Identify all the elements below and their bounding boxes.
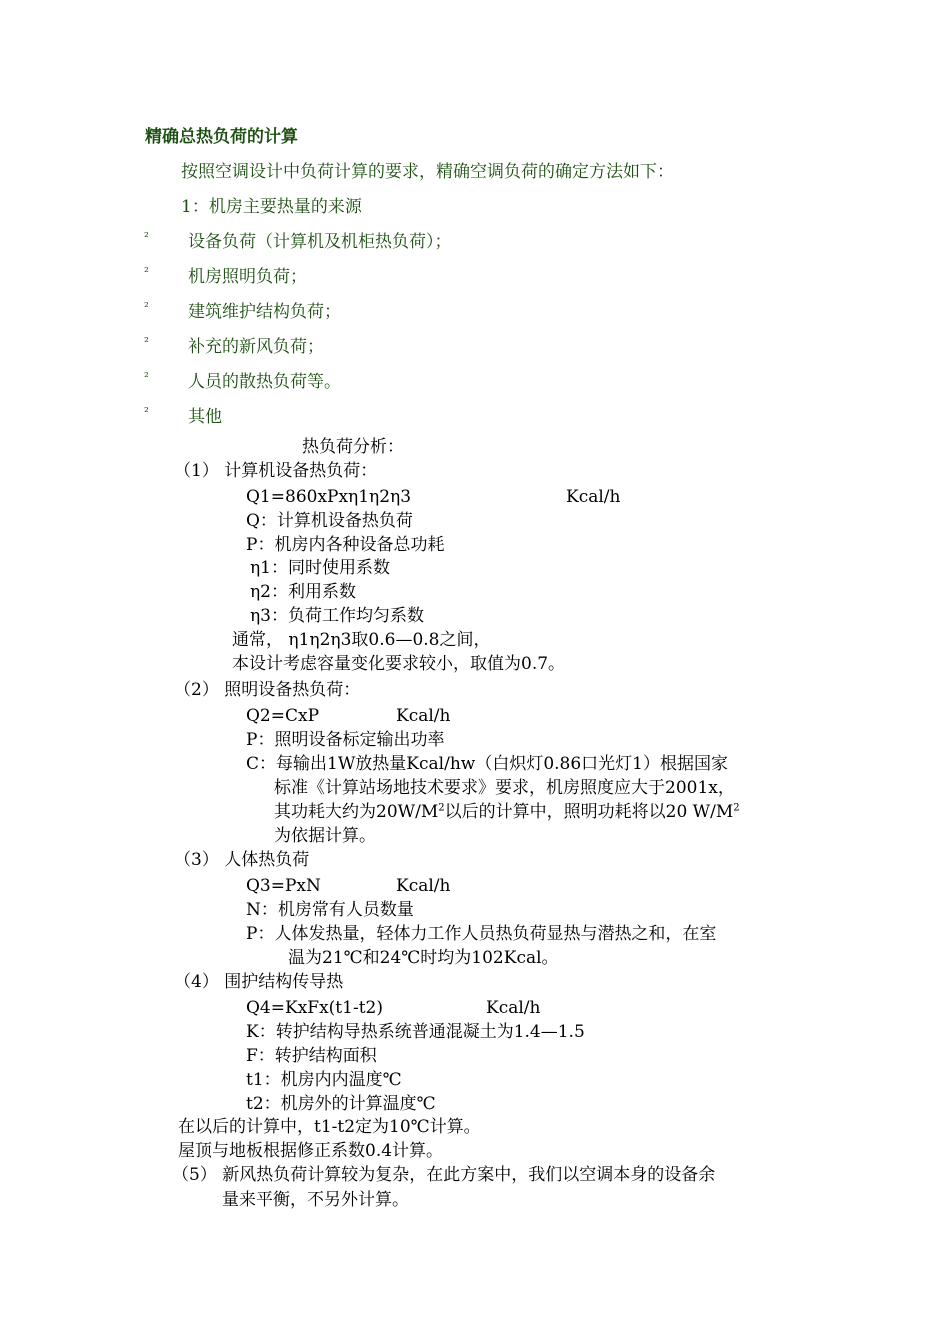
intro-paragraph: 按照空调设计中负荷计算的要求，精确空调负荷的确定方法如下： xyxy=(181,162,674,182)
item1-design-value: 本设计考虑容量变化要求较小，取值为0.7。 xyxy=(232,654,566,674)
item1-eta3-def: η3：负荷工作均匀系数 xyxy=(250,606,425,626)
bullet-marker: ² xyxy=(144,335,149,349)
item1-q-def: Q：计算机设备热负荷 xyxy=(246,511,413,531)
item3-p-def-line2: 温为21℃和24℃时均为102Kcal。 xyxy=(288,948,559,968)
item3-formula: Q3=PxN xyxy=(246,876,321,896)
item2-heading: （2） 照明设备热负荷： xyxy=(174,680,361,700)
item4-t1-def: t1：机房内内温度℃ xyxy=(246,1070,402,1090)
bullet-marker: ² xyxy=(144,230,149,244)
item5-line2: 量来平衡，不另外计算。 xyxy=(222,1190,409,1210)
item3-heading: （3） 人体热负荷 xyxy=(174,850,310,870)
item4-t2-def: t2：机房外的计算温度℃ xyxy=(246,1094,436,1114)
item1-usual-range: 通常， η1η2η3取0.6—0.8之间， xyxy=(232,630,491,650)
list-item: 建筑维护结构负荷； xyxy=(188,302,341,322)
item4-k-def: K：转护结构导热系统普通混凝土为1.4—1.5 xyxy=(246,1022,585,1042)
analysis-heading: 热负荷分析： xyxy=(302,437,404,457)
note-temperature-diff: 在以后的计算中，t1-t2定为10℃计算。 xyxy=(178,1117,481,1137)
item4-heading: （4） 围护结构传导热 xyxy=(174,972,344,992)
list-item: 人员的散热负荷等。 xyxy=(188,372,341,392)
item1-heading: （1） 计算机设备热负荷： xyxy=(174,461,378,481)
item2-p-def: P：照明设备标定输出功率 xyxy=(246,730,445,750)
list-item: 补充的新风负荷； xyxy=(188,337,324,357)
item1-unit: Kcal/h xyxy=(566,487,621,507)
item4-f-def: F：转护结构面积 xyxy=(246,1046,377,1066)
bullet-marker: ² xyxy=(144,370,149,384)
list-item: 其他 xyxy=(188,407,222,427)
item2-c-def-line3 xyxy=(274,801,740,823)
item1-p-def: P：机房内各种设备总功耗 xyxy=(246,535,445,555)
item3-p-def-line1: P：人体发热量，轻体力工作人员热负荷显热与潜热之和，在室 xyxy=(246,924,717,944)
item4-formula: Q4=KxFx(t1-t2) xyxy=(246,998,383,1018)
item2-c-def-line1: C：每输出1W放热量Kcal/hw（白炽灯0.86口光灯1）根据国家 xyxy=(246,754,728,774)
item1-eta2-def: η2：利用系数 xyxy=(250,582,357,602)
list-item: 机房照明负荷； xyxy=(188,267,307,287)
item1-eta1-def: η1：同时使用系数 xyxy=(250,558,391,578)
item2-c-def-line4: 为依据计算。 xyxy=(274,826,376,846)
item3-n-def: N：机房常有人员数量 xyxy=(246,900,414,920)
item5-line1: （5） 新风热负荷计算较为复杂，在此方案中，我们以空调本身的设备余 xyxy=(172,1165,716,1185)
note-correction-factor: 屋顶与地板根据修正系数0.4计算。 xyxy=(178,1141,444,1161)
superscript: 2 xyxy=(733,802,740,814)
item2-c-def-text: 其功耗大约为20W/M xyxy=(274,802,439,822)
item2-unit: Kcal/h xyxy=(396,706,451,726)
item2-c-def-text: 以后的计算中，照明功耗将以20 W/M xyxy=(444,802,734,822)
bullet-marker: ² xyxy=(144,265,149,279)
item1-formula: Q1=860xPxη1η2η3 xyxy=(246,487,412,507)
document-title: 精确总热负荷的计算 xyxy=(145,127,298,147)
bullet-marker: ² xyxy=(144,300,149,314)
list-item: 设备负荷（计算机及机柜热负荷）； xyxy=(188,232,452,252)
item4-unit: Kcal/h xyxy=(486,998,541,1018)
superscript: 2 xyxy=(438,802,445,814)
item2-formula: Q2=CxP xyxy=(246,706,320,726)
section-heading-heat-sources: 1：机房主要热量的来源 xyxy=(181,197,362,217)
item3-unit: Kcal/h xyxy=(396,876,451,896)
item2-c-def-line2: 标准《计算站场地技术要求》要求，机房照度应大于2001x， xyxy=(274,778,735,798)
bullet-marker: ² xyxy=(144,405,149,419)
